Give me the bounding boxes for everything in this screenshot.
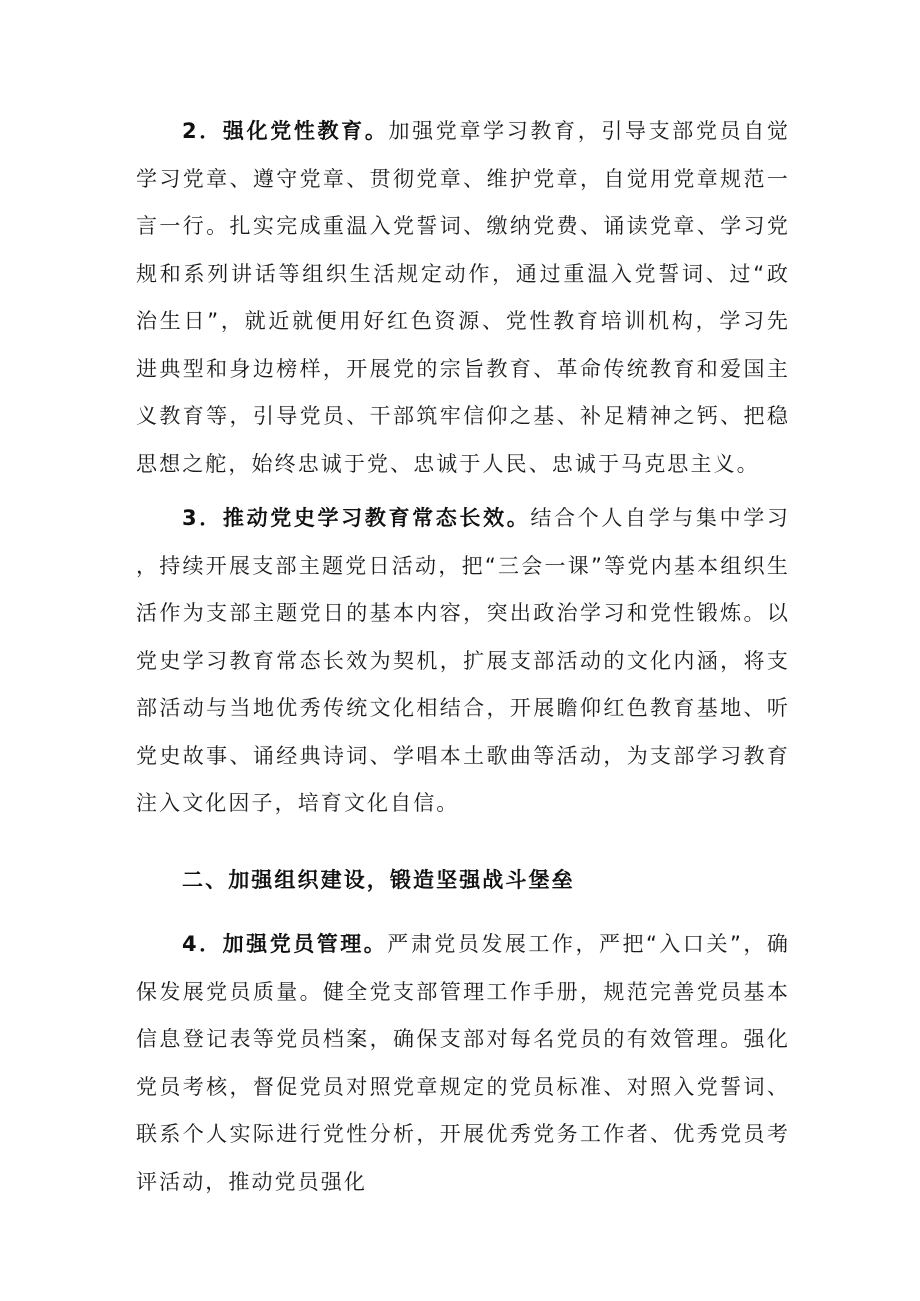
paragraph-body: 结合个人自学与集中学习，持续开展支部主题党日活动，把“三会一课”等党内基本组织生活作为支部主题党日的基本内容，突出政治学习和党性锻炼。以党史学习教育常态长效为契机，扩展支部活动的文化内涵，将支部活动与当地优秀传统文化相结合，开展瞻仰红色教育基地、听党史故事、诵经典诗词、学唱本土歌曲等活动，为支部学习教育注入文化因子，培育文化自信。 [136,506,790,815]
paragraph-lead: 4．加强党员管理。 [182,932,388,956]
paragraph-party-history-education [136,495,790,828]
paragraph-lead: 3．推动党史学习教育常态长效。 [182,506,531,530]
section-heading: 二、加强组织建设，锻造坚强战斗堡垒 [182,868,575,892]
paragraph-body: 严肃党员发展工作，严把“入口关”，确保发展党员质量。健全党支部管理工作手册，规范完善党员基本信息登记表等党员档案，确保支部对每名党员的有效管理。强化党员考核，督促党员对照党章规定的党员标准、对照入党誓词、联系个人实际进行党性分析，开展优秀党务工作者、优秀党员考评活动，推动党员强化 [136,932,790,1194]
paragraph-party-member-management [136,921,790,1206]
paragraph-strengthen-party-spirit [136,108,790,488]
paragraph-lead: 2．强化党性教育。 [182,119,389,143]
paragraph-body: 加强党章学习教育，引导支部党员自觉学习党章、遵守党章、贯彻党章、维护党章，自觉用党章规范一言一行。扎实完成重温入党誓词、缴纳党费、诵读党章、学习党规和系列讲话等组织生活规定动作，通过重温入党誓词、过“政治生日”，就近就便用好红色资源、党性教育培训机构，学习先进典型和身边榜样，开展党的宗旨教育、革命传统教育和爱国主义教育等，引导党员、干部筑牢信仰之基、补足精神之钙、把稳思想之舵，始终忠诚于党、忠诚于人民、忠诚于马克思主义。 [136,119,791,476]
